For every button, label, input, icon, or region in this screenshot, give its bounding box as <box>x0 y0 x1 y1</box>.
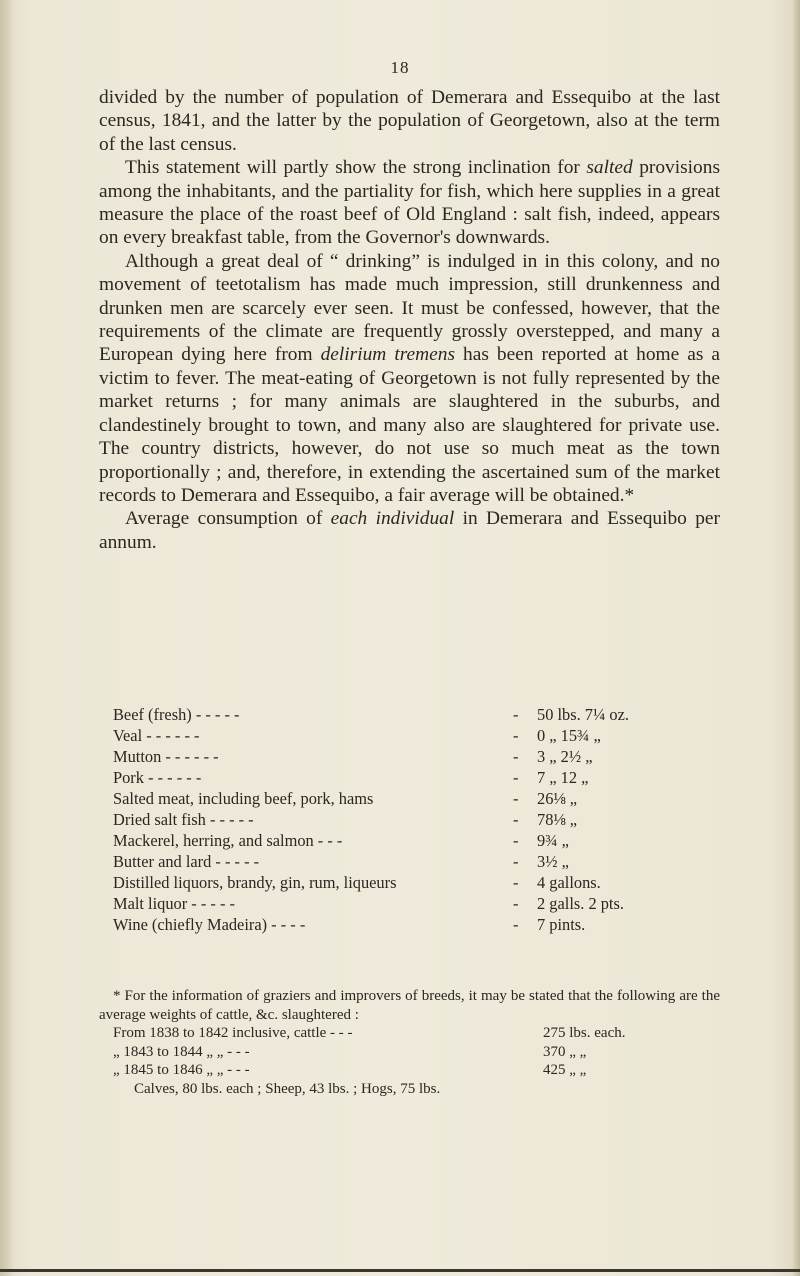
table-item-quantity: 0 „ 15¾ „ <box>537 726 601 745</box>
table-item-label: Wine (chiefly Madeira) - - - - <box>113 915 306 934</box>
table-leader-dash: - <box>513 768 519 787</box>
table-row <box>113 893 723 914</box>
paragraph-3: Although a great deal of “ drinking” is indulged in in this colony, and no movement of teetotalism has made much impression, still drunkenness and drunken men are scarcely ever seen. It must be confessed, however, that the requirements of the climate are frequently grossly overstepped, and many a European dying here from delirium tremens has been reported at home as a victim to fever. The meat-eating of Georgetown is not fully represented by the market returns ; for many animals are slaughtered in the suburbs, and clandestinely brought to town, and many also are slaughtered for private use. The country districts, however, do not use so much meat as the town proportionally ; and, therefore, in extending the ascertained sum of the market records to Demerara and Essequibo, a fair average will be obtained.* <box>99 250 720 506</box>
table-leader-dash: - <box>513 810 519 829</box>
table-item-label: Malt liquor - - - - - <box>113 894 235 913</box>
footnote-row-value: 275 lbs. each. <box>543 1025 626 1041</box>
table-row <box>113 809 723 830</box>
footnote-row <box>99 1024 720 1043</box>
bottom-rule <box>0 1269 800 1272</box>
table-item-label: Salted meat, including beef, pork, hams <box>113 789 374 808</box>
footnote-row-label: „ 1845 to 1846 „ „ - - - <box>113 1062 250 1078</box>
table-item-quantity: 50 lbs. 7¼ oz. <box>537 705 629 724</box>
table-row <box>113 788 723 809</box>
table-leader-dash: - <box>513 852 519 871</box>
footnote-row <box>99 1061 720 1080</box>
table-row <box>113 725 723 746</box>
table-item-quantity: 26⅛ „ <box>537 789 578 808</box>
table-item-quantity: 3½ „ <box>537 852 569 871</box>
page-edge-shadow <box>792 0 800 1276</box>
table-leader-dash: - <box>513 915 519 934</box>
table-item-quantity: 3 „ 2½ „ <box>537 747 593 766</box>
footnote-row-value: 425 „ „ <box>543 1062 587 1078</box>
table-item-label: Mackerel, herring, and salmon - - - <box>113 831 343 850</box>
table-item-label: Pork - - - - - - <box>113 768 202 787</box>
footnote-row-label: From 1838 to 1842 inclusive, cattle - - - <box>113 1025 353 1041</box>
footnote-row-value: 370 „ „ <box>543 1043 587 1060</box>
table-item-label: Dried salt fish - - - - - <box>113 810 254 829</box>
paragraph-1: divided by the number of population of Demerara and Essequibo at the last census, 1841, and the latter by the population of Georgetown, also at the term of the last census. <box>99 87 720 155</box>
page-gutter-shadow <box>0 0 14 1276</box>
table-row <box>113 872 723 893</box>
footnote-row-label: „ 1843 to 1844 „ „ - - - <box>113 1043 250 1060</box>
table-item-quantity: 7 „ 12 „ <box>537 768 589 787</box>
table-item-quantity: 2 galls. 2 pts. <box>537 894 624 913</box>
table-leader-dash: - <box>513 747 519 766</box>
table-leader-dash: - <box>513 789 519 808</box>
footnote <box>99 987 720 1098</box>
table-leader-dash: - <box>513 831 519 850</box>
footnote-weights <box>99 1024 720 1080</box>
table-item-label: Veal - - - - - - <box>113 726 200 745</box>
table-row <box>113 704 723 725</box>
table-item-quantity: 7 pints. <box>537 915 586 934</box>
table-leader-dash: - <box>513 705 519 724</box>
table-item-label: Mutton - - - - - - <box>113 747 219 766</box>
table-item-quantity: 4 gallons. <box>537 873 601 892</box>
table-row <box>113 767 723 788</box>
footnote-calves-line: Calves, 80 lbs. each ; Sheep, 43 lbs. ; Hogs, 75 lbs. <box>134 1080 441 1097</box>
table-item-quantity: 78⅛ „ <box>537 810 578 829</box>
table-item-label: Butter and lard - - - - - <box>113 852 260 871</box>
body-text <box>99 86 720 554</box>
footnote-intro: * For the information of graziers and improvers of breeds, it may be stated that the following are the average weights of cattle, &c. slaughtered : <box>99 988 720 1023</box>
paragraph-4: Average consumption of each individual in Demerara and Essequibo per annum. <box>99 508 720 553</box>
table-item-label: Beef (fresh) - - - - - <box>113 705 240 724</box>
page-number: 18 <box>390 58 410 77</box>
table-item-quantity: 9¾ „ <box>537 831 569 850</box>
consumption-table <box>113 704 723 935</box>
table-row <box>113 914 723 935</box>
table-leader-dash: - <box>513 873 519 892</box>
table-row <box>113 746 723 767</box>
table-item-label: Distilled liquors, brandy, gin, rum, liqueurs <box>113 873 397 892</box>
table-row <box>113 830 723 851</box>
footnote-row <box>99 1043 720 1062</box>
table-row <box>113 851 723 872</box>
table-leader-dash: - <box>513 894 519 913</box>
paragraph-2: This statement will partly show the strong inclination for salted provisions among the inhabitants, and the partiality for fish, which here supplies in a great measure the place of the roast beef of Old England : salt fish, indeed, appears on every breakfast table, from the Governor's downwards. <box>99 157 720 249</box>
table-leader-dash: - <box>513 726 519 745</box>
